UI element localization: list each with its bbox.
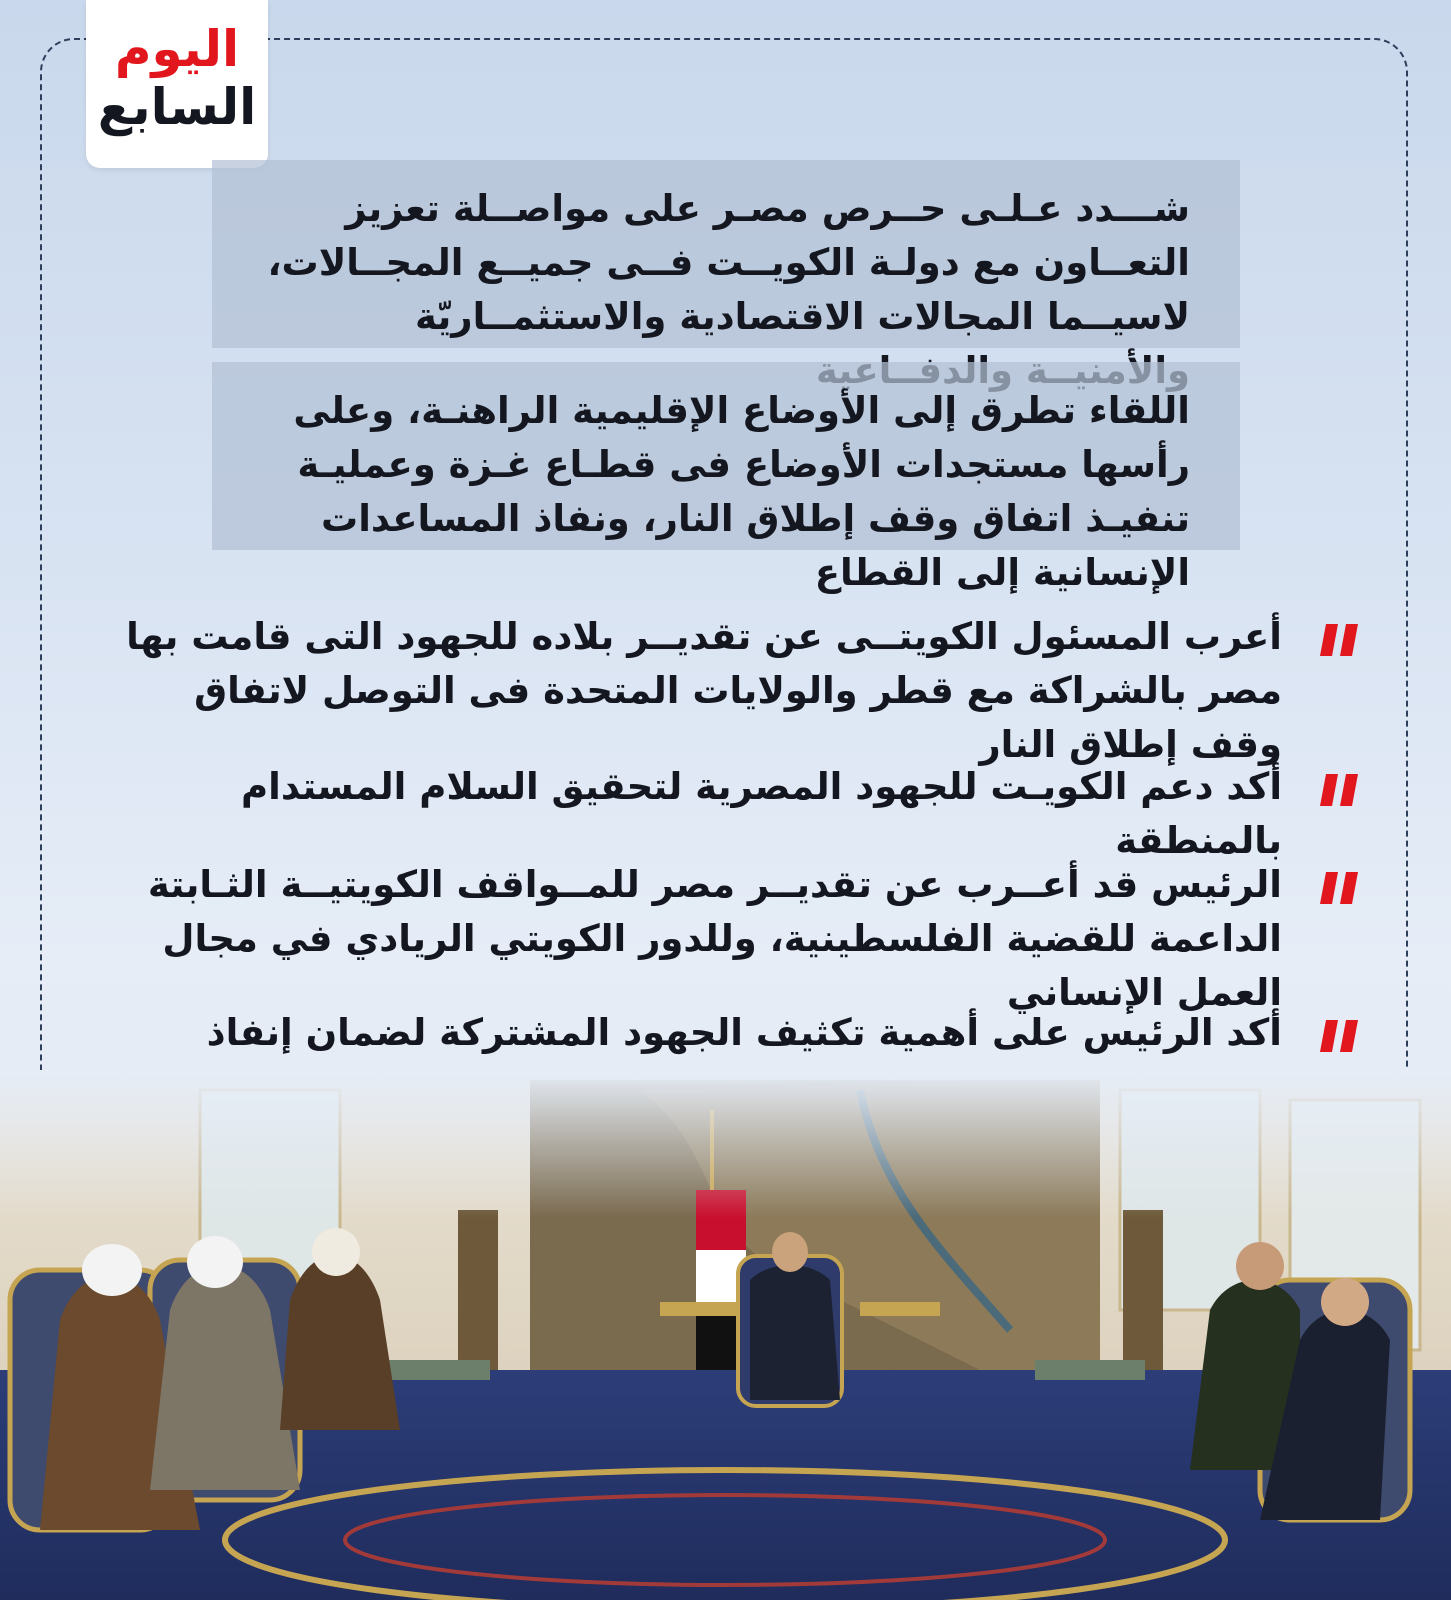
logo-word-alsabea: السابع xyxy=(97,78,257,136)
quote-mark-icon xyxy=(1320,870,1360,906)
statement-text: أكد دعم الكويـت للجهود المصرية لتحقيق السلام المستدام بالمنطقة xyxy=(241,765,1282,862)
highlight-box-regional: اللقاء تطرق إلى الأوضاع الإقليمية الراهنـة، وعلى رأسها مستجدات الأوضاع فى قطـاع غـزة وعمليـة تنفيـذ اتفاق وقف إطلاق النار، ونفاذ المساعدات الإنسانية إلى القطاع xyxy=(212,362,1240,550)
quote-mark-icon xyxy=(1320,772,1360,808)
statement-item xyxy=(110,858,1360,1020)
statement-item xyxy=(110,610,1360,772)
highlight-box-cooperation: شـــدد عـلـى حــرص مصـر على مواصــلة تعزيز التعــاون مع دولـة الكويــت فــى جميــع المجــالات، لاسيــما المجالات الاقتصادية والاستثمــاريّة xyxy=(212,160,1240,348)
logo-word-alyoum: اليوم xyxy=(114,20,240,78)
meeting-photo xyxy=(0,1070,1451,1600)
statement-text: أكد الرئيس على أهمية تكثيف الجهود المشتركة لضمان إنفاذ xyxy=(206,1011,1282,1054)
youm7-logo xyxy=(86,0,268,168)
statement-text: الرئيس قد أعــرب عن تقديــر مصر للمــواقف الكويتيــة الثـابتة الداعمة للقضية الفلسطينية، وللدور الكويتي الريادي في مجال العمل الإنساني xyxy=(147,863,1282,1014)
statement-item xyxy=(110,760,1360,868)
quote-mark-icon xyxy=(1320,1018,1360,1054)
quote-mark-icon xyxy=(1320,622,1360,658)
statement-text: أعرب المسئول الكويتــى عن تقديــر بلاده للجهود التى قامت بها مصر بالشراكة مع قطر والولايات المتحدة فى التوصل لاتفاق وقف إطلاق النار xyxy=(126,615,1282,766)
